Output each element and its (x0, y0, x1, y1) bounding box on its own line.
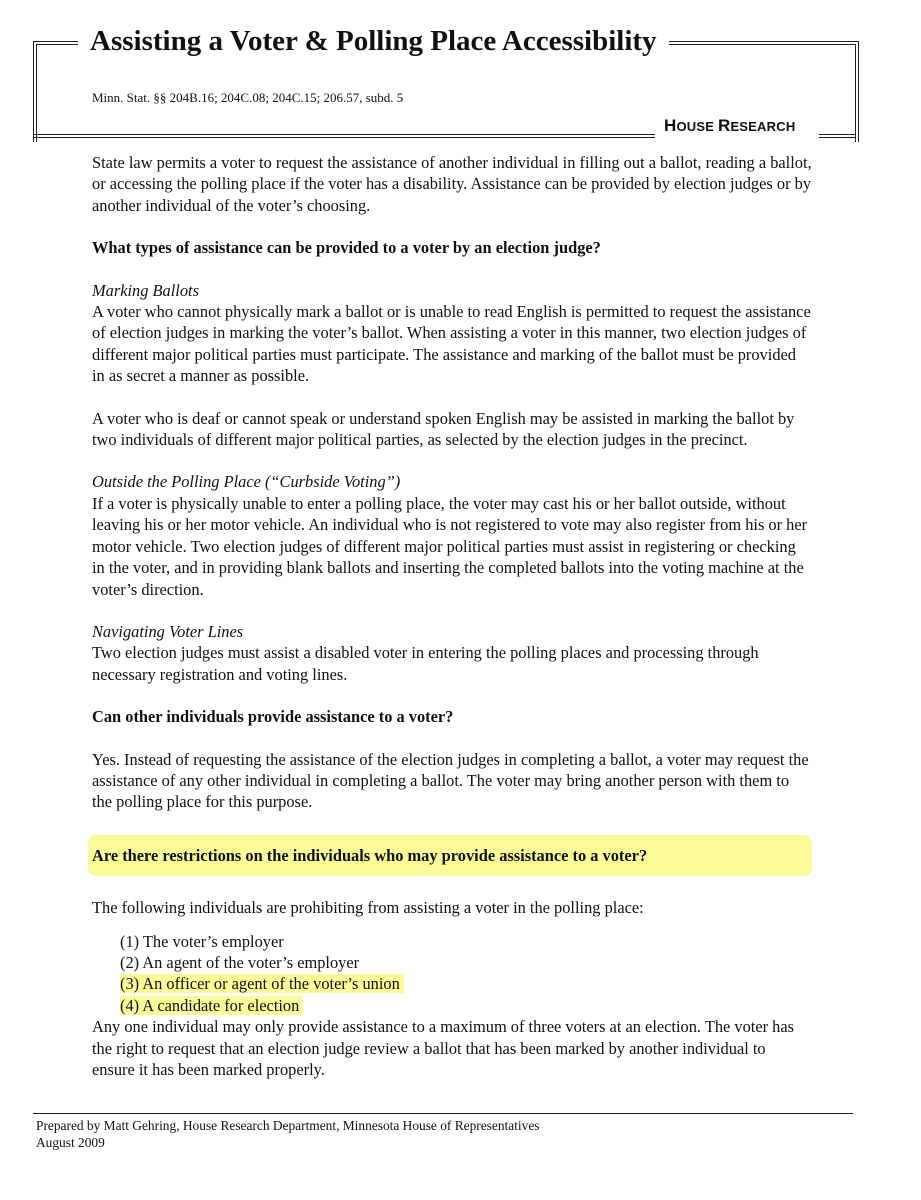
curbside-voting-heading: Outside the Polling Place (“Curbside Voting”) (92, 472, 401, 492)
marking-ballots-paragraph-1: A voter who cannot physically mark a ballot or is unable to read English is permitted to request the assistance of election judges in marking the voter’s ballot. When assisting a voter in this manner, two election judges of different major political parties must participate. The assistance and marking of the ballot must be provided in as secret a manner as possible. (92, 302, 811, 386)
prohibited-list (120, 931, 812, 1017)
voter-lines-heading: Navigating Voter Lines (92, 621, 244, 641)
intro-paragraph: State law permits a voter to request the assistance of another individual in filling out a ballot, reading a ballot, or accessing the polling place if the voter has a disability. Assistance can be provided by election judges or by another individual of the voter’s choosing. (92, 153, 812, 215)
voter-lines-paragraph: Two election judges must assist a disabled voter in entering the polling places and processing through necessary registration and voting lines. (92, 643, 759, 684)
curbside-voting-paragraph: If a voter is physically unable to enter a polling place, the voter may cast his or her ballot outside, without leaving his or her motor vehicle. An individual who is not registered to vote may also register from his or her motor vehicle. Two election judges of different major political parties must assist in registering or checking in the voter, and in providing blank ballots and inserting the completed ballots into the voting machine at the voter’s direction. (92, 493, 808, 599)
prohibited-item-highlighted: (4) A candidate for election (120, 995, 812, 1016)
prepared-by: Prepared by Matt Gehring, House Research Department, Minnesota House of Representatives (36, 1118, 540, 1133)
footer (36, 1117, 540, 1151)
header-rule-right (819, 134, 855, 138)
closing-paragraph: Any one individual may only provide assistance to a maximum of three voters at an election. The voter has the right to request that an election judge review a ballot that has been marked by another individual to ensure it has been marked properly. (92, 1017, 795, 1079)
publication-date: August 2009 (36, 1135, 105, 1150)
marking-ballots-heading: Marking Ballots (92, 280, 199, 300)
question-election-judge: What types of assistance can be provided to a voter by an election judge? (92, 238, 601, 258)
header-rule-left (33, 134, 655, 138)
house-research-logo: HOUSE RESEARCH (664, 116, 796, 135)
answer-other-individuals: Yes. Instead of requesting the assistance of the election judges in completing a ballot, a voter may request the assistance of any other individual in completing a ballot. The voter may bring another person with them to the polling place for this purpose. (92, 749, 809, 812)
question-other-individuals: Can other individuals provide assistance to a voter? (92, 707, 454, 727)
statute-citation: Minn. Stat. §§ 204B.16; 204C.08; 204C.15; 206.57, subd. 5 (92, 90, 404, 105)
prohibited-intro: The following individuals are prohibiting from assisting a voter in the polling place: (92, 898, 644, 918)
prohibited-item: (1) The voter’s employer (120, 931, 284, 951)
marking-ballots-paragraph-2: A voter who is deaf or cannot speak or understand spoken English may be assisted in marking the ballot by two individuals of different major political parties, as selected by the election judges in the precinct. (92, 408, 795, 450)
footer-rule (33, 1113, 853, 1114)
prohibited-item: (2) An agent of the voter’s employer (120, 952, 360, 972)
question-restrictions-highlighted: Are there restrictions on the individuals who may provide assistance to a voter? (88, 835, 812, 876)
prohibited-item-highlighted: (3) An officer or agent of the voter’s union (120, 973, 812, 994)
document-body (92, 152, 812, 1080)
page-title: Assisting a Voter & Polling Place Accessibility (78, 21, 669, 61)
